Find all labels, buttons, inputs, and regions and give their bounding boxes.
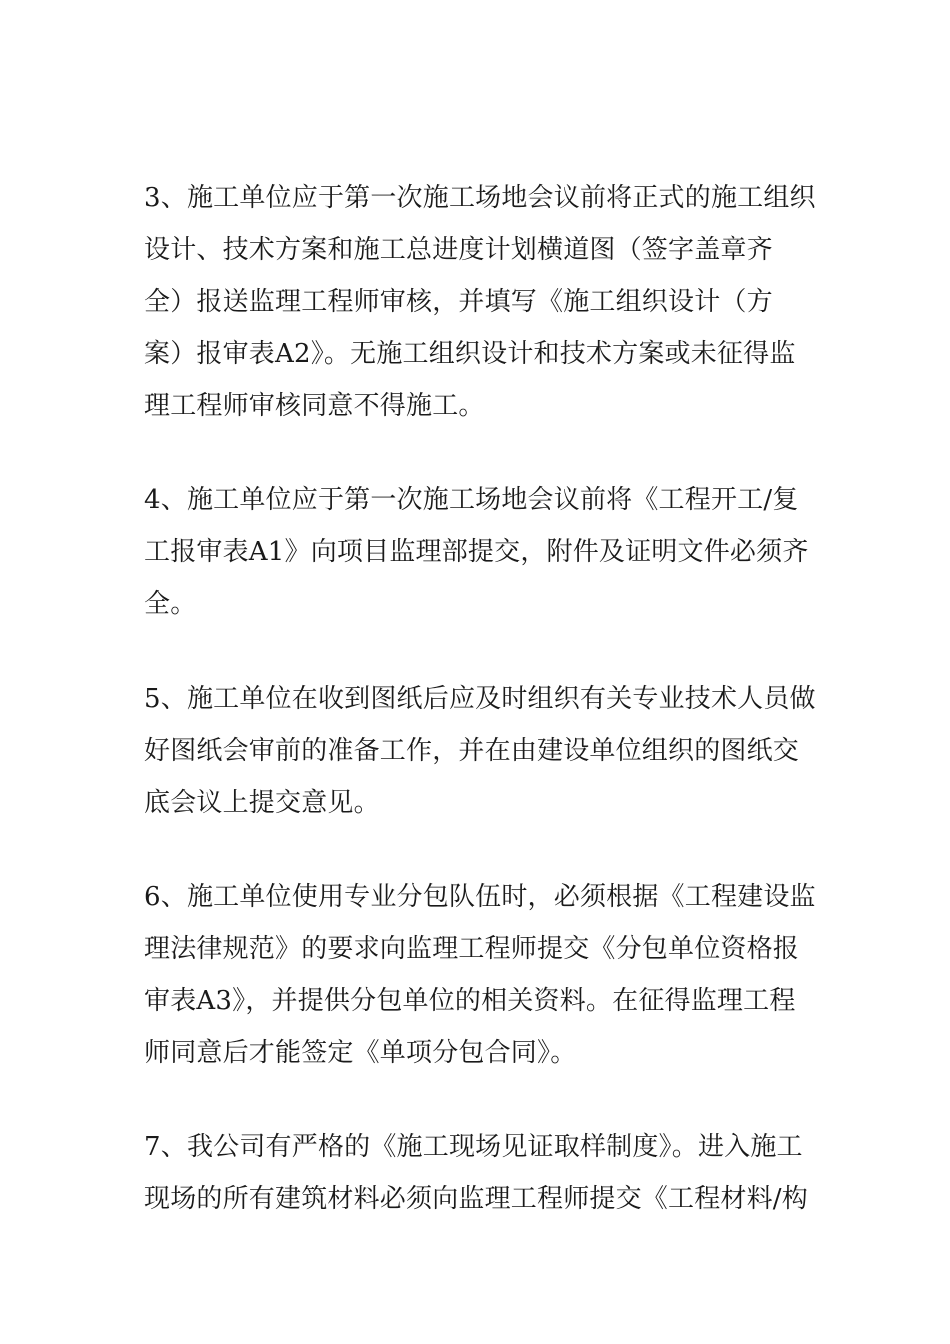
text-line: 全。 [144, 589, 197, 619]
text-line: 底会议上提交意见。 [144, 788, 380, 818]
text-line: 案）报审表A2》。无施工组织设计和技术方案或未征得监 [144, 339, 796, 369]
text-line: 理法律规范》的要求向监理工程师提交《分包单位资格报 [144, 934, 800, 964]
text-line: 7、我公司有严格的《施工现场见证取样制度》。进入施工 [144, 1132, 803, 1162]
text-line: 4、施工单位应于第一次施工场地会议前将《工程开工/复 [144, 485, 799, 515]
text-line: 3、施工单位应于第一次施工场地会议前将正式的施工组织 [144, 183, 816, 213]
text-line: 5、施工单位在收到图纸后应及时组织有关专业技术人员做 [144, 684, 816, 714]
text-line: 设计、技术方案和施工总进度计划横道图（签字盖章齐 [144, 235, 773, 265]
text-line: 好图纸会审前的准备工作，并在由建设单位组织的图纸交 [144, 736, 800, 766]
text-line: 全）报送监理工程师审核，并填写《施工组织设计（方 [144, 287, 773, 317]
text-line: 审表A3》，并提供分包单位的相关资料。在征得监理工程 [144, 986, 796, 1016]
text-line: 现场的所有建筑材料必须向监理工程师提交《工程材料/构 [144, 1184, 808, 1214]
text-line: 理工程师审核同意不得施工。 [144, 391, 485, 421]
text-line: 工报审表A1》向项目监理部提交，附件及证明文件必须齐 [144, 537, 809, 567]
text-line: 师同意后才能签定《单项分包合同》。 [144, 1038, 577, 1068]
text-line: 6、施工单位使用专业分包队伍时，必须根据《工程建设监 [144, 882, 816, 912]
